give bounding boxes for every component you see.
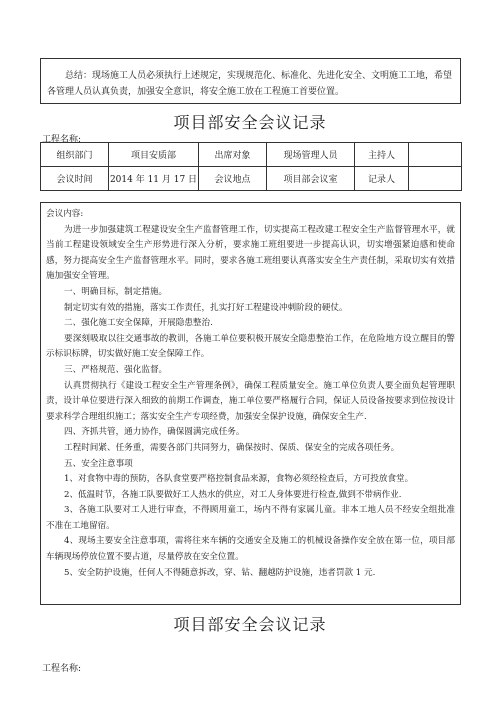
audience-label: 出席对象	[199, 143, 267, 167]
content-paragraph: 为进一步加强建筑工程建设安全生产监督管理工作，切实提高工程改建工程安全生产监督管理水平，就当前工程建设领域安全生产形势进行深入分析，要求施工班组要进一步提高认识，切实增强紧迫感和使命感，努力提高安全生产监督管理水平。同时，要求各施工班组要认真落实安全生产责任制，采取切实有效措施加强安全管理。	[46, 224, 455, 282]
content-paragraph: 三、严格规范、强化监督。	[64, 364, 168, 375]
project-name-label: 工程名称:	[42, 135, 82, 145]
meeting-content-box	[40, 202, 461, 605]
host-value	[409, 143, 462, 167]
org-value: 项目安质部	[109, 143, 199, 167]
content-paragraph: 工程时间紧、任务重，需要各部门共同努力，确保按时、保质、保安全的完成各项任务。	[64, 442, 400, 453]
meeting-info-table	[40, 142, 462, 191]
summary-box	[40, 58, 461, 104]
page-title-second: 项目部安全会议记录	[173, 615, 327, 634]
time-label: 会议时间	[41, 167, 109, 191]
content-paragraph: 要深刻吸取以往交通事故的教训，各施工单位要积极开展安全隐患整治工作，在危险地方设立醒目的警示标识标牌，切实做好施工安全保障工作。	[46, 333, 455, 360]
host-label: 主持人	[355, 143, 409, 167]
content-paragraph: 2、低温时节，各施工队要做好工人热水的供应，对工人身体要进行检查,做到不带病作业.	[64, 489, 402, 500]
content-paragraph: 四、齐抓共管，通力协作，确保圆满完成任务。	[64, 427, 245, 438]
audience-value: 现场管理人员	[267, 143, 355, 167]
table-row	[41, 167, 462, 191]
content-paragraph: 认真贯彻执行《建设工程安全生产管理条例》，确保工程质量安全。施工单位负责人要全面负起管理职责，设计单位要进行深入细致的前期工作调查，施工单位要严格履行合同，保证人员设备按要求到位按设计要求科学合理组织施工；落实安全生产专项经费，加强安全保护设施，确保安全生产.	[46, 380, 455, 422]
org-label: 组织部门	[41, 143, 109, 167]
project-name-label-second: 工程名称:	[42, 664, 82, 674]
page-title: 项目部安全会议记录	[173, 113, 327, 132]
content-paragraph: 制定切实有效的措施，落实工作责任，扎实打好工程建设冲刺阶段的硬仗。	[64, 302, 348, 313]
place-value: 项目部会议室	[267, 167, 355, 191]
recorder-label: 记录人	[355, 167, 409, 191]
content-paragraph: 五、安全注意事项	[64, 458, 133, 469]
content-paragraph: 一、明确目标，制定措施。	[64, 286, 168, 297]
summary-text: 总结：现场施工人员必须执行上述规定，实现规范化、标准化、先进化安全、文明施工工地，希望各管理人员认真负责，加强安全意识，将安全施工放在工程施工首要位置。	[47, 71, 453, 97]
table-row	[41, 143, 462, 167]
content-heading: 会议内容:	[46, 209, 84, 219]
content-paragraph: 3、各施工队要对工人进行审查，不得顾用童工，场内不得有家属儿童。非本工地人员不经安全组批准不准在工地留宿。	[46, 505, 455, 531]
content-paragraph: 4、现场主要安全注意事项，需将往来车辆的交通安全及施工的机械设备操作安全放在第一位，项目部车辆现场停放位置不要占道，尽量停放在安全位置。	[46, 536, 455, 563]
content-paragraph: 1、对食物中毒的预防，各队食堂要严格控制食品来源，食物必须经检查后，方可投放食堂。	[64, 474, 414, 485]
content-paragraph: 5、安全防护设施，任何人不得随意拆改，穿、钻、翻越防护设施，违者罚款 1 元.	[64, 567, 376, 578]
place-label: 会议地点	[199, 167, 267, 191]
content-paragraph: 二、强化施工安全保障，开展隐患整治.	[64, 318, 213, 329]
time-value: 2014 年 11 月 17 日	[109, 167, 199, 191]
recorder-value	[409, 167, 462, 191]
